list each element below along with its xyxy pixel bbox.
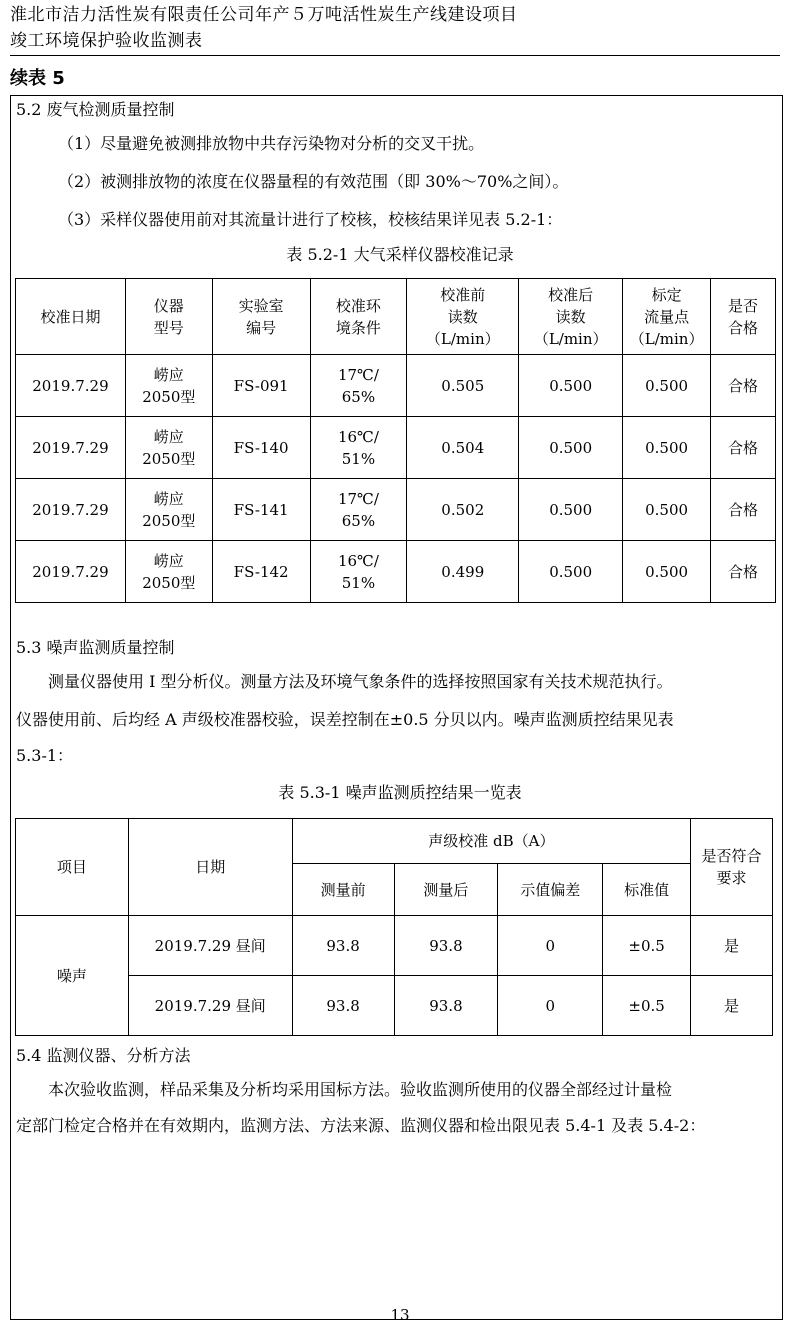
- cell-date: 2019.7.29: [16, 479, 126, 541]
- table-row: [16, 976, 773, 1036]
- cell-model: 崂应 2050型: [125, 417, 212, 479]
- col-header-date: 校准日期: [16, 279, 126, 355]
- cell-flow-point: 0.500: [623, 417, 711, 479]
- section-52-item-1: （1）尽量避免被测排放物中共存污染物对分析的交叉干扰。: [58, 134, 485, 153]
- header-title-line1: 淮北市洁力活性炭有限责任公司年产５万吨活性炭生产线建设项目: [10, 5, 518, 25]
- cell-pass: 合格: [711, 479, 776, 541]
- col-header-after: 测量后: [394, 864, 498, 916]
- col-header-sound-calibration: 声级校准 dB（A）: [292, 819, 690, 864]
- cell-after: 0.500: [519, 355, 623, 417]
- cell-lab-no: FS-091: [212, 355, 310, 417]
- cell-before: 93.8: [292, 976, 394, 1036]
- cell-before: 0.502: [407, 479, 519, 541]
- col-header-standard: 标准值: [603, 864, 691, 916]
- cell-env: 16℃/ 51%: [310, 541, 407, 603]
- table-row: [16, 479, 776, 541]
- table-row: [16, 417, 776, 479]
- page-number: 13: [390, 1306, 410, 1324]
- document-header: [10, 2, 785, 54]
- col-header-deviation: 示值偏差: [498, 864, 603, 916]
- cell-env: 17℃/ 65%: [310, 355, 407, 417]
- section-53-paragraph-line2: 仪器使用前、后均经 A 声级校准器校验，误差控制在±0.5 分贝以内。噪声监测质控结果见表: [16, 710, 674, 729]
- section-52-item-2: （2）被测排放物的浓度在仪器量程的有效范围（即 30%～70%之间）。: [58, 172, 569, 191]
- cell-after: 93.8: [394, 916, 498, 976]
- section-53-heading: 5.3 噪声监测质量控制: [16, 638, 175, 657]
- cell-compliance: 是: [691, 916, 773, 976]
- cell-item-noise: 噪声: [16, 916, 129, 1036]
- section-52-heading: 5.2 废气检测质量控制: [16, 100, 175, 119]
- cell-env: 17℃/ 65%: [310, 479, 407, 541]
- col-header-date: 日期: [128, 819, 292, 916]
- cell-compliance: 是: [691, 976, 773, 1036]
- cell-deviation: 0: [498, 976, 603, 1036]
- col-header-before: 测量前: [292, 864, 394, 916]
- cell-lab-no: FS-141: [212, 479, 310, 541]
- col-header-before: 校准前 读数 （L/min）: [407, 279, 519, 355]
- cell-flow-point: 0.500: [623, 541, 711, 603]
- section-53-paragraph-line3: 5.3-1：: [16, 746, 74, 765]
- cell-after: 0.500: [519, 417, 623, 479]
- col-header-pass: 是否 合格: [711, 279, 776, 355]
- cell-deviation: 0: [498, 916, 603, 976]
- cell-after: 0.500: [519, 479, 623, 541]
- cell-date: 2019.7.29: [16, 355, 126, 417]
- table-row: [16, 916, 773, 976]
- cell-before: 0.504: [407, 417, 519, 479]
- calibration-table: [15, 278, 776, 603]
- cell-before: 0.505: [407, 355, 519, 417]
- table-521-caption: 表 5.2-1 大气采样仪器校准记录: [286, 245, 514, 264]
- header-title-line2: 竣工环境保护验收监测表: [10, 31, 203, 51]
- cell-flow-point: 0.500: [623, 479, 711, 541]
- table-531-caption: 表 5.3-1 噪声监测质控结果一览表: [278, 783, 522, 802]
- cell-after: 93.8: [394, 976, 498, 1036]
- section-52-item-3: （3）采样仪器使用前对其流量计进行了校核，校核结果详见表 5.2-1：: [58, 210, 563, 229]
- calibration-table-header-row: [16, 279, 776, 355]
- col-header-after: 校准后 读数 （L/min）: [519, 279, 623, 355]
- section-53-paragraph-line1: 测量仪器使用 I 型分析仪。测量方法及环境气象条件的选择按照国家有关技术规范执行。: [48, 672, 673, 691]
- continued-table-label: 续表 5: [10, 68, 65, 89]
- section-54-paragraph-line2: 定部门检定合格并在有效期内，监测方法、方法来源、监测仪器和检出限见表 5.4-1 及表 5.4-2：: [16, 1116, 706, 1135]
- col-header-compliance: 是否符合 要求: [691, 819, 773, 916]
- cell-standard: ±0.5: [603, 916, 691, 976]
- col-header-lab-no: 实验室 编号: [212, 279, 310, 355]
- cell-before: 93.8: [292, 916, 394, 976]
- cell-standard: ±0.5: [603, 976, 691, 1036]
- table-row: [16, 355, 776, 417]
- noise-qc-table: [15, 818, 773, 1036]
- cell-flow-point: 0.500: [623, 355, 711, 417]
- cell-env: 16℃/ 51%: [310, 417, 407, 479]
- cell-lab-no: FS-140: [212, 417, 310, 479]
- cell-date: 2019.7.29 昼间: [128, 916, 292, 976]
- cell-pass: 合格: [711, 355, 776, 417]
- cell-date: 2019.7.29 昼间: [128, 976, 292, 1036]
- cell-after: 0.500: [519, 541, 623, 603]
- cell-date: 2019.7.29: [16, 417, 126, 479]
- col-header-item: 项目: [16, 819, 129, 916]
- cell-lab-no: FS-142: [212, 541, 310, 603]
- cell-model: 崂应 2050型: [125, 479, 212, 541]
- table-row: [16, 541, 776, 603]
- cell-model: 崂应 2050型: [125, 541, 212, 603]
- section-54-paragraph-line1: 本次验收监测，样品采集及分析均采用国标方法。验收监测所使用的仪器全部经过计量检: [48, 1080, 673, 1099]
- header-divider: [10, 55, 780, 56]
- cell-pass: 合格: [711, 417, 776, 479]
- cell-date: 2019.7.29: [16, 541, 126, 603]
- col-header-env: 校准环 境条件: [310, 279, 407, 355]
- col-header-model: 仪器 型号: [125, 279, 212, 355]
- col-header-flow-point: 标定 流量点 （L/min）: [623, 279, 711, 355]
- cell-model: 崂应 2050型: [125, 355, 212, 417]
- cell-before: 0.499: [407, 541, 519, 603]
- section-54-heading: 5.4 监测仪器、分析方法: [16, 1046, 191, 1065]
- cell-pass: 合格: [711, 541, 776, 603]
